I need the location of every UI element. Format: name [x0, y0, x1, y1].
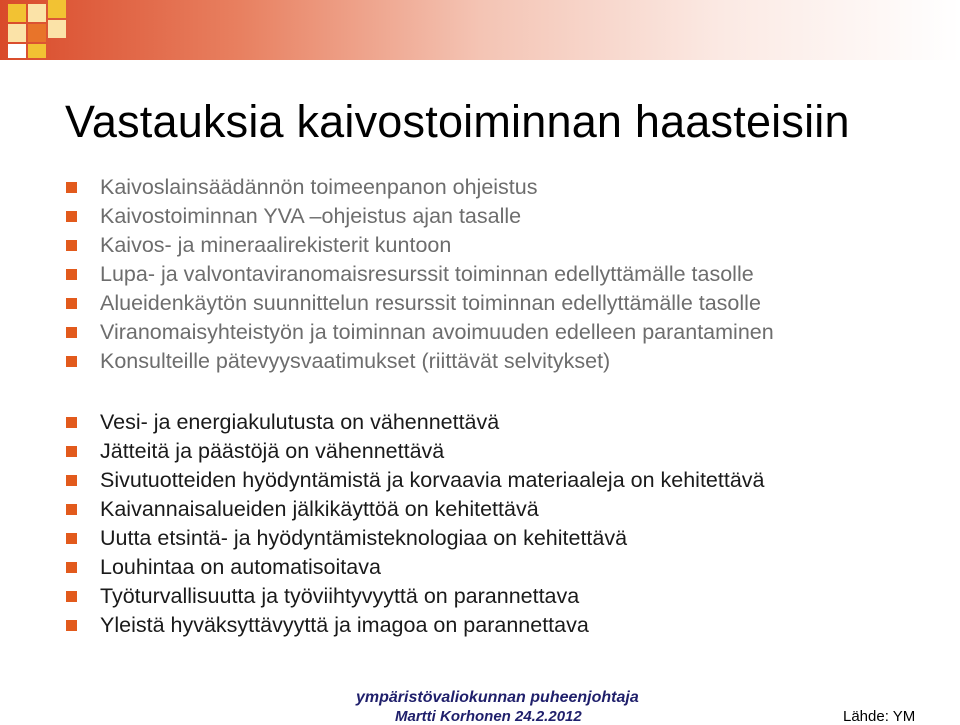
bullet-text: Yleistä hyväksyttävyyttä ja imagoa on parannettava	[100, 613, 589, 637]
source-note: Lähde: YM	[843, 708, 916, 725]
bullet-text: Viranomaisyhteistyön ja toiminnan avoimuuden edelleen parantaminen	[100, 320, 774, 344]
square-bullet-icon	[66, 591, 77, 602]
bullet-item	[66, 466, 765, 495]
bullet-item	[66, 260, 774, 289]
square-bullet-icon	[66, 356, 77, 367]
bullet-text: Kaivos- ja mineraalirekisterit kuntoon	[100, 233, 452, 257]
bullet-item	[66, 289, 774, 318]
bullet-item	[66, 231, 774, 260]
bullet-text: Työturvallisuutta ja työviihtyvyyttä on parannettava	[100, 584, 580, 608]
footer-presenter-name-date: Martti Korhonen 24.2.2012	[395, 708, 582, 725]
square-bullet-icon	[66, 475, 77, 486]
footer-presenter-title: ympäristövaliokunnan puheenjohtaja	[356, 689, 639, 706]
square-bullet-icon	[66, 327, 77, 338]
bullet-list-administrative	[66, 173, 774, 376]
square-bullet-icon	[66, 298, 77, 309]
bullet-item	[66, 495, 765, 524]
bullet-item	[66, 318, 774, 347]
bullet-item	[66, 408, 765, 437]
square-bullet-icon	[66, 620, 77, 631]
bullet-item	[66, 437, 765, 466]
bullet-text: Vesi- ja energiakulutusta on vähennettävä	[100, 410, 500, 434]
bullet-text: Louhintaa on automatisoitava	[100, 555, 381, 579]
header-gradient-band	[0, 0, 960, 60]
bullet-text: Jätteitä ja päästöjä on vähennettävä	[100, 439, 445, 463]
bullet-item	[66, 524, 765, 553]
square-bullet-icon	[66, 240, 77, 251]
bullet-item	[66, 582, 765, 611]
bullet-list-industry	[66, 408, 765, 640]
bullet-text: Uutta etsintä- ja hyödyntämisteknologiaa on kehitettävä	[100, 526, 628, 550]
bullet-item	[66, 611, 765, 640]
bullet-text: Kaivostoiminnan YVA –ohjeistus ajan tasalle	[100, 204, 522, 228]
bullet-item	[66, 553, 765, 582]
square-bullet-icon	[66, 446, 77, 457]
square-bullet-icon	[66, 562, 77, 573]
bullet-text: Alueidenkäytön suunnittelun resurssit toiminnan edellyttämälle tasolle	[100, 291, 761, 315]
square-bullet-icon	[66, 182, 77, 193]
square-bullet-icon	[66, 417, 77, 428]
bullet-text: Kaivannaisalueiden jälkikäyttöä on kehitettävä	[100, 497, 539, 521]
decorative-squares-logo	[0, 0, 80, 60]
slide-title: Vastauksia kaivostoiminnan haasteisiin	[65, 96, 850, 147]
square-bullet-icon	[66, 504, 77, 515]
bullet-item	[66, 347, 774, 376]
square-bullet-icon	[66, 211, 77, 222]
bullet-item	[66, 173, 774, 202]
bullet-text: Konsulteille pätevyysvaatimukset (riittävät selvitykset)	[100, 349, 611, 373]
square-bullet-icon	[66, 533, 77, 544]
bullet-text: Sivutuotteiden hyödyntämistä ja korvaavia materiaaleja on kehitettävä	[100, 468, 765, 492]
bullet-text: Lupa- ja valvontaviranomaisresurssit toiminnan edellyttämälle tasolle	[100, 262, 754, 286]
bullet-item	[66, 202, 774, 231]
square-bullet-icon	[66, 269, 77, 280]
bullet-text: Kaivoslainsäädännön toimeenpanon ohjeistus	[100, 175, 538, 199]
